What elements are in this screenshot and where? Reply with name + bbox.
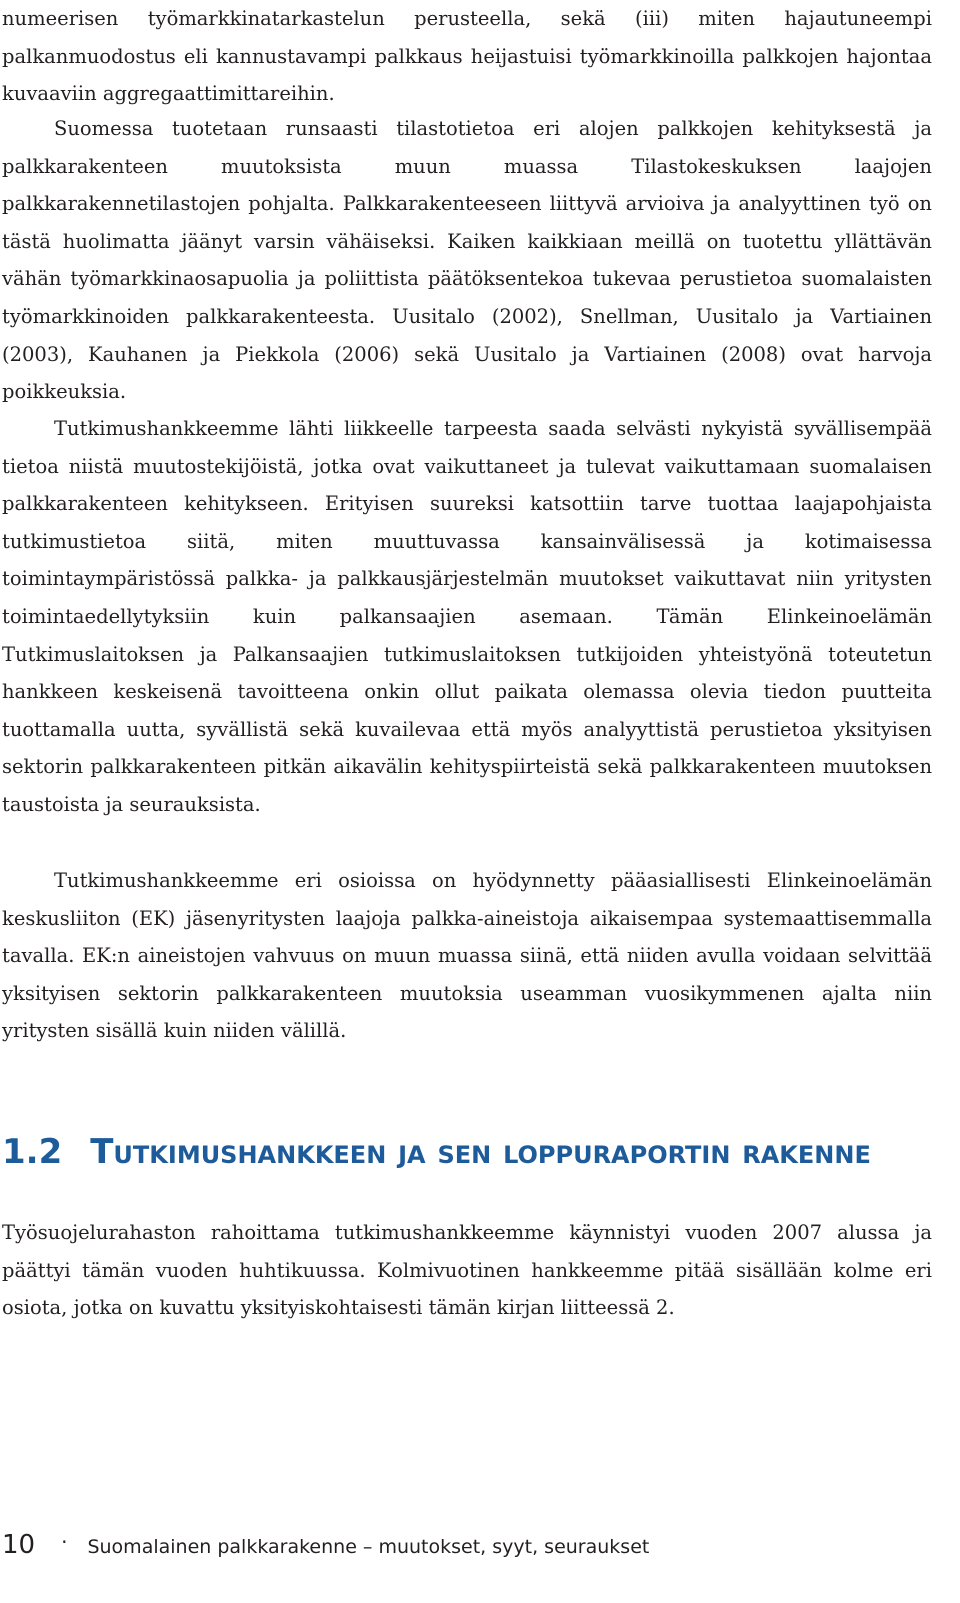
section-number: 1.2: [2, 1132, 63, 1172]
book-title: Suomalainen palkkarakenne – muutokset, syyt, seuraukset: [87, 1536, 650, 1558]
paragraph-continuation: numeerisen työmarkkinatarkastelun perusteella, sekä (iii) miten hajautuneempi palkanmuodostus eli kannustavampi palkkaus heijastuisi työmarkkinoilla palkkojen hajontaa kuvaaviin aggregaattimittareihin.: [2, 7, 932, 106]
page-number: 10: [2, 1530, 36, 1560]
page-footer: [2, 1530, 649, 1560]
paragraph-project-motivation: Tutkimushankkeemme lähti liikkeelle tarpeesta saada selvästi nykyistä syvällisempää tietoa niistä muutostekijöistä, jotka ovat vaikuttaneet ja tulevat vaikuttamaan suomalaisen palkkarakenteen kehitykseen. Erityisen suureksi katsottiin tarve tuottaa laajapohjaista tutkimustietoa siitä, miten muuttuvassa kansainvälisessä ja kotimaisessa toimintaympäristössä palkka- ja palkkausjärjestelmän muutokset vaikuttavat niin yritysten toimintaedellytyksiin kuin palkansaajien asemaan. Tämän Elinkeinoelämän Tutkimuslaitoksen ja Palkansaajien tutkimuslaitoksen tutkijoiden yhteistyönä toteutetun hankkeen keskeisenä tavoitteena onkin ollut paikata olemassa olevia tiedon puutteita tuottamalla uutta, syvällistä sekä kuvailevaa että myös analyyttistä perustietoa yksityisen sektorin palkkarakenteen pitkän aikavälin kehityspiirteistä sekä palkkarakenteen muutoksen taustoista ja seurauksista.: [2, 417, 932, 816]
footer-separator: ·: [61, 1530, 68, 1554]
paragraph-data-sources: Tutkimushankkeemme eri osioissa on hyödynnetty pääasiallisesti Elinkeinoelämän keskusliiton (EK) jäsenyritysten laajoja palkka-aineistoja aikaisempaa systemaattisemmalla tavalla. EK:n aineistojen vahvuus on muun muassa siinä, että niiden avulla voidaan selvittää yksityisen sektorin palkkarakenteen muutoksia useamman vuosikymmenen ajalta niin yritysten sisällä kuin niiden välillä.: [2, 869, 932, 1043]
section-title: Tutkimushankkeen ja sen loppuraportin rakenne: [90, 1132, 871, 1172]
section-heading: [2, 1130, 871, 1174]
paragraph-statistics: Suomessa tuotetaan runsaasti tilastotietoa eri alojen palkkojen kehityksestä ja palkkarakenteen muutoksista muun muassa Tilastokeskuksen laajojen palkkarakennetilastojen pohjalta. Palkkarakenteeseen liittyvä arvioiva ja analyyttinen työ on tästä huolimatta jäänyt varsin vähäiseksi. Kaiken kaikkiaan meillä on tuotettu yllättävän vähän työmarkkinaosapuolia ja poliittista päätöksentekoa tukevaa perustietoa suomalaisten työmarkkinoiden palkkarakenteesta. Uusitalo (2002), Snellman, Uusitalo ja Vartiainen (2003), Kauhanen ja Piekkola (2006) sekä Uusitalo ja Vartiainen (2008) ovat harvoja poikkeuksia.: [2, 117, 932, 404]
paragraph-project-structure: Työsuojelurahaston rahoittama tutkimushankkeemme käynnistyi vuoden 2007 alussa ja päättyi tämän vuoden huhtikuussa. Kolmivuotinen hankkeemme pitää sisällään kolme eri osiota, jotka on kuvattu yksityiskohtaisesti tämän kirjan liitteessä 2.: [2, 1221, 932, 1320]
